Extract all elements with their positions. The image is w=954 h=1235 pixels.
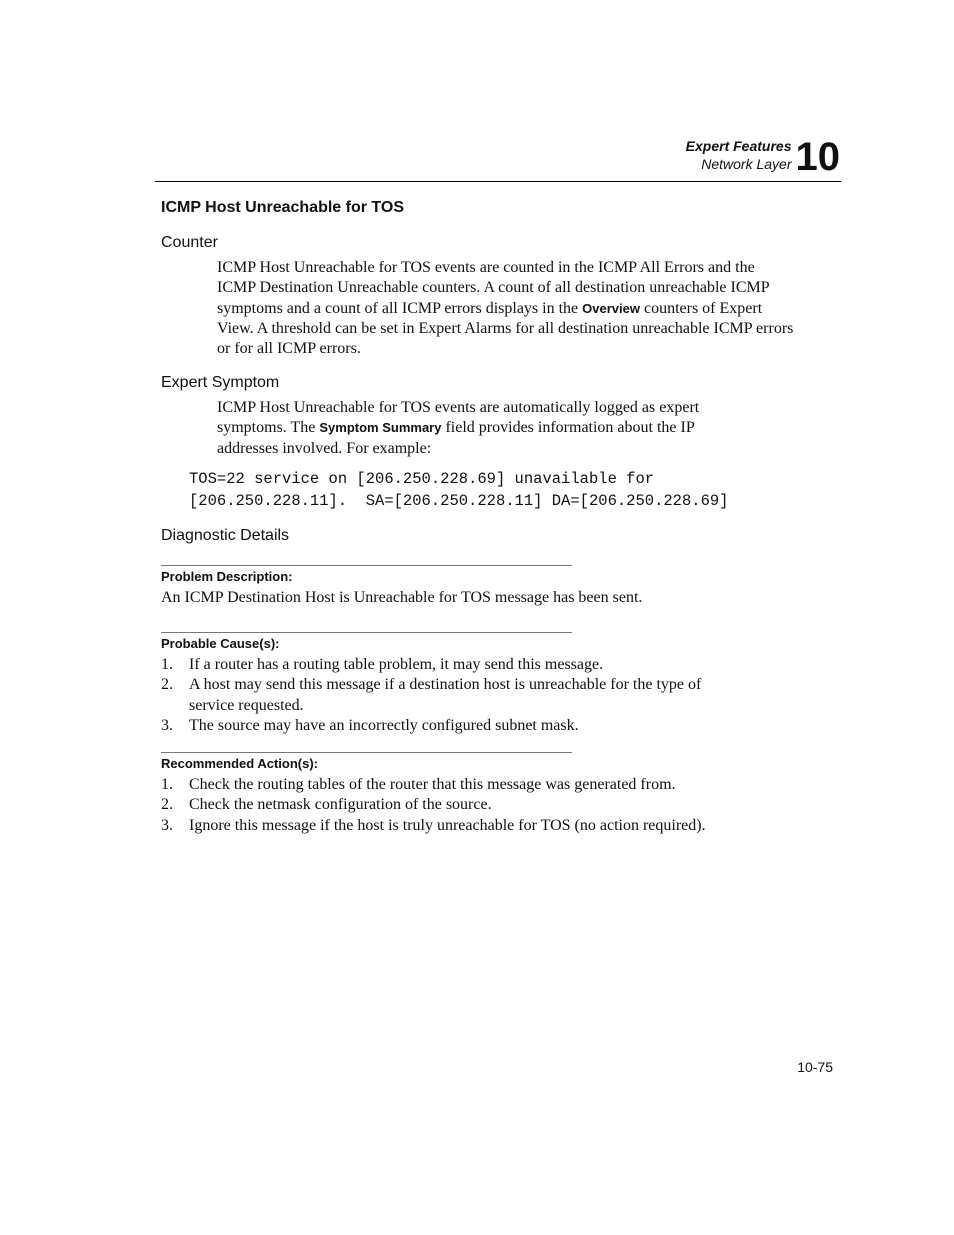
page-number: 10-75 (797, 1059, 833, 1075)
code-line: [206.250.228.11]. SA=[206.250.228.11] DA=[206.250.228.69] (189, 492, 729, 510)
code-example (189, 468, 729, 512)
counter-text-after: counters of Expert View. A threshold can be set in Expert Alarms for all destination unreachable ICMP errors or for all ICMP errors. (217, 299, 794, 358)
recommended-actions-label: Recommended Action(s): (161, 756, 318, 771)
list-item: 1. If a router has a routing table problem, it may send this message. (161, 656, 604, 673)
chapter-number: 10 (795, 135, 840, 179)
list-item: 2. Check the netmask configuration of the source. (161, 796, 492, 814)
running-header (686, 136, 840, 177)
probable-causes-label: Probable Cause(s): (161, 636, 280, 651)
header-divider (155, 181, 841, 182)
counter-text-before: ICMP Host Unreachable for TOS events are counted in the ICMP All Errors and the ICMP Destination Unreachable counters. A count of all destination unreachable ICMP symptoms and a count of all ICMP errors displays in the (217, 259, 770, 317)
overview-term: Overview (582, 300, 640, 316)
header-text (686, 137, 792, 173)
divider (161, 565, 572, 566)
list-item: 3. Ignore this message if the host is truly unreachable for TOS (no action required). (161, 816, 706, 834)
chapter-title: Expert Features (685, 138, 792, 154)
recommended-actions-list (161, 775, 761, 836)
symptom-summary-term: Symptom Summary (319, 420, 442, 436)
code-line: TOS=22 service on [206.250.228.69] unavailable for (189, 470, 655, 488)
divider (161, 632, 572, 633)
counter-paragraph (217, 258, 797, 359)
section-title: Network Layer (701, 156, 792, 172)
probable-causes-list (161, 655, 749, 736)
divider (161, 752, 572, 753)
symptom-text-after: field provides information about the IP addresses involved. For example: (217, 419, 695, 457)
expert-symptom-paragraph (217, 398, 747, 459)
symptom-text-before: ICMP Host Unreachable for TOS events are automatically logged as expert symptoms. The (217, 399, 700, 437)
section-title-heading: ICMP Host Unreachable for TOS (161, 199, 405, 216)
list-item: 1. Check the routing tables of the router that this message was generated from. (161, 776, 676, 793)
diagnostic-details-heading: Diagnostic Details (161, 527, 290, 544)
problem-description-label: Problem Description: (161, 569, 293, 584)
list-item: 3. The source may have an incorrectly configured subnet mask. (161, 716, 579, 734)
counter-heading: Counter (161, 234, 218, 251)
list-item: 2. A host may send this message if a destination host is unreachable for the type of service requested. (161, 676, 702, 714)
problem-description-text: An ICMP Destination Host is Unreachable for TOS message has been sent. (161, 589, 643, 606)
expert-symptom-heading: Expert Symptom (161, 374, 280, 391)
